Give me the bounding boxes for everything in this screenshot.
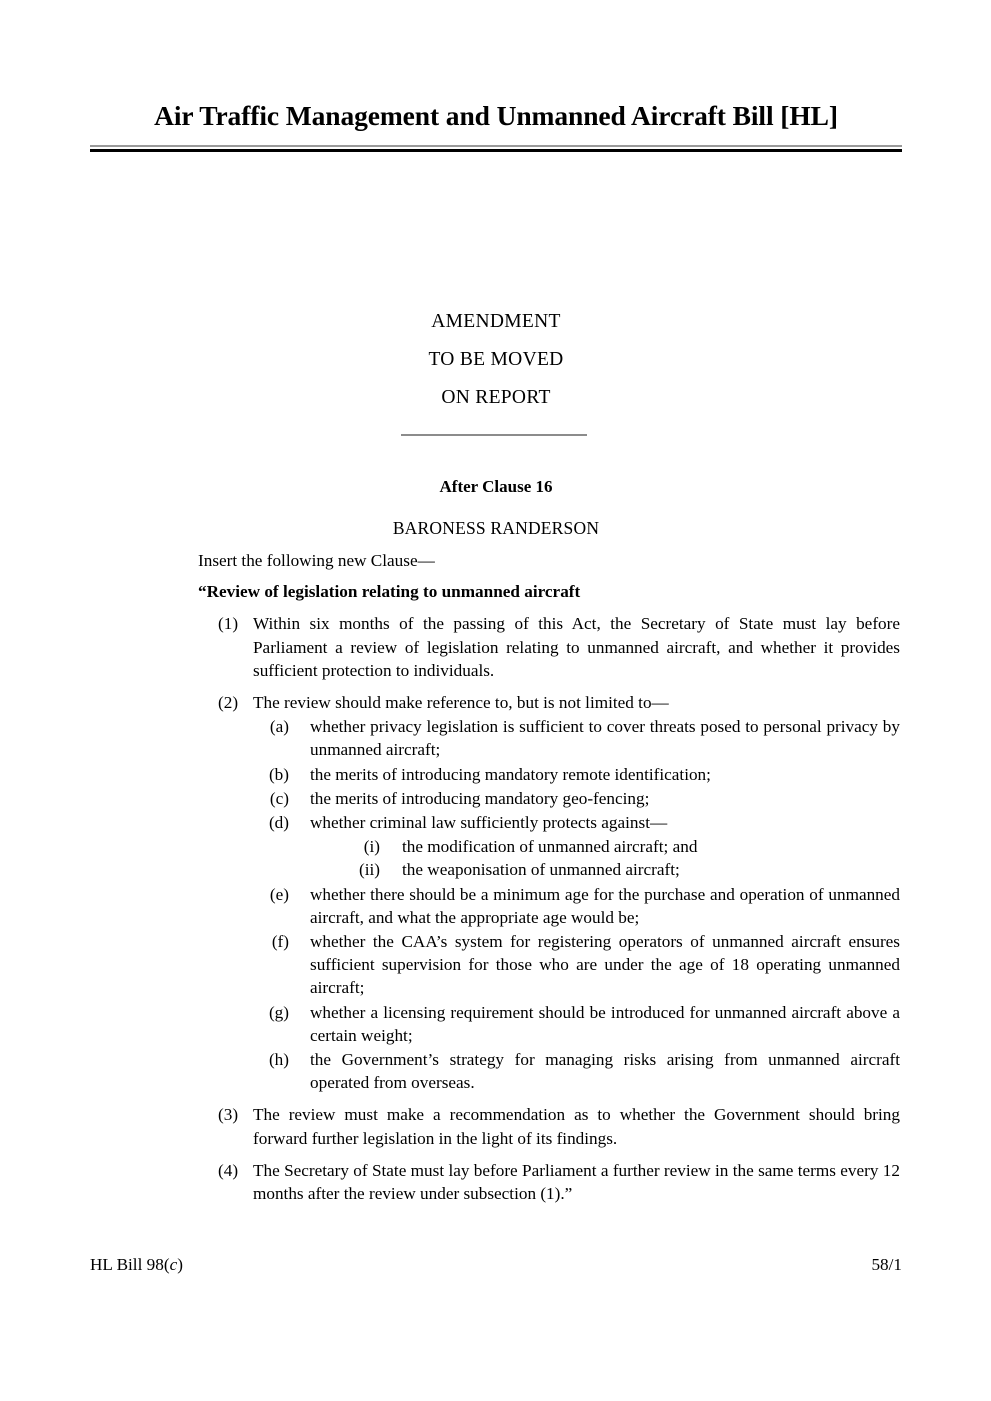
subsection-3 — [198, 1103, 900, 1149]
subsection-4-marker: (4) — [218, 1160, 239, 1180]
bill-number-letter: c — [169, 1255, 178, 1274]
item-d-marker: (d) — [268, 813, 289, 833]
page-title: Air Traffic Management and Unmanned Aircraft Bill [HL] — [154, 100, 838, 131]
title-rule-thin — [90, 145, 902, 147]
amendment-heading — [90, 303, 902, 417]
new-clause-heading: “Review of legislation relating to unmanned aircraft — [198, 582, 581, 602]
item-a-text: whether privacy legislation is sufficient to cover threats posed to personal privacy by unmanned aircraft; — [310, 717, 900, 760]
subsection-2-marker: (2) — [218, 693, 239, 713]
subsection-4 — [198, 1159, 900, 1205]
item-d-subitems — [310, 835, 900, 881]
item-d-subitem-ii-text: the weaponisation of unmanned aircraft; — [402, 860, 680, 880]
item-d-subitem-i-text: the modification of unmanned aircraft; and — [402, 837, 698, 857]
bill-number — [90, 1255, 183, 1275]
item-f-marker: (f) — [271, 932, 289, 952]
item-h-text: the Government’s strategy for managing risks arising from unmanned aircraft operated from overseas. — [310, 1050, 900, 1093]
bill-number-prefix: HL Bill 98( — [90, 1255, 170, 1274]
item-b-text: the merits of introducing mandatory remote identification; — [310, 764, 711, 784]
page-reference: 58/1 — [871, 1255, 902, 1274]
item-c-text: the merits of introducing mandatory geo-fencing; — [310, 788, 650, 808]
subsection-2 — [198, 691, 900, 1094]
insert-instruction: Insert the following new Clause— — [198, 551, 435, 570]
amendment-sponsor: BARONESS RANDERSON — [392, 518, 600, 538]
amendment-heading-line-1: AMENDMENT — [431, 311, 561, 332]
item-h — [253, 1048, 900, 1094]
item-d — [253, 811, 900, 882]
item-e — [253, 883, 900, 929]
item-f — [253, 930, 900, 1000]
item-f-text: whether the CAA’s system for registering operators of unmanned aircraft ensures sufficient supervision for those who are under the age of 18 operating unmanned aircraft; — [310, 932, 900, 998]
item-d-subitem-i-marker: (i) — [363, 837, 380, 857]
item-c — [253, 787, 900, 810]
amendment-heading-line-3: ON REPORT — [441, 387, 551, 408]
item-d-text: whether criminal law sufficiently protects against— — [310, 813, 668, 833]
item-b-marker: (b) — [268, 764, 289, 784]
subsection-4-text: The Secretary of State must lay before Parliament a further review in the same terms every 12 months after the review under subsection (1).” — [253, 1160, 900, 1204]
item-a-marker: (a) — [269, 717, 289, 737]
page-footer — [90, 1255, 902, 1275]
subsection-1-text: Within six months of the passing of this Act, the Secretary of State must lay before Parliament a review of legislation relating to unmanned aircraft, and whether it provides sufficient protection to individuals. — [253, 614, 900, 680]
subsection-3-text: The review must make a recommendation as to whether the Government should bring forward further legislation in the light of its findings. — [253, 1105, 900, 1148]
item-d-subitem-ii — [310, 858, 900, 881]
item-b — [253, 763, 900, 786]
amendment-body — [198, 549, 900, 1205]
item-a — [253, 715, 900, 761]
item-e-marker: (e) — [269, 884, 289, 904]
subsection-1 — [198, 612, 900, 682]
item-c-marker: (c) — [269, 788, 289, 808]
amendment-heading-line-2: TO BE MOVED — [428, 349, 564, 370]
title-rule-thick — [90, 149, 902, 152]
bill-number-suffix: ) — [177, 1255, 183, 1274]
subsection-3-marker: (3) — [218, 1105, 239, 1125]
item-h-marker: (h) — [268, 1050, 289, 1070]
section-divider-rule — [401, 434, 587, 436]
item-g — [253, 1001, 900, 1047]
clause-reference-heading: After Clause 16 — [439, 477, 553, 496]
item-g-text: whether a licensing requirement should be introduced for unmanned aircraft above a certain weight; — [310, 1002, 900, 1045]
item-e-text: whether there should be a minimum age for the purchase and operation of unmanned aircraft, and what the appropriate age would be; — [310, 884, 900, 927]
item-d-subitem-ii-marker: (ii) — [359, 860, 380, 880]
subsection-2-text: The review should make reference to, but is not limited to— — [253, 693, 669, 713]
item-g-marker: (g) — [268, 1002, 289, 1022]
item-d-subitem-i — [310, 835, 900, 858]
subsection-1-marker: (1) — [218, 614, 239, 634]
title-block — [90, 100, 902, 152]
subsection-2-items — [253, 715, 900, 1094]
